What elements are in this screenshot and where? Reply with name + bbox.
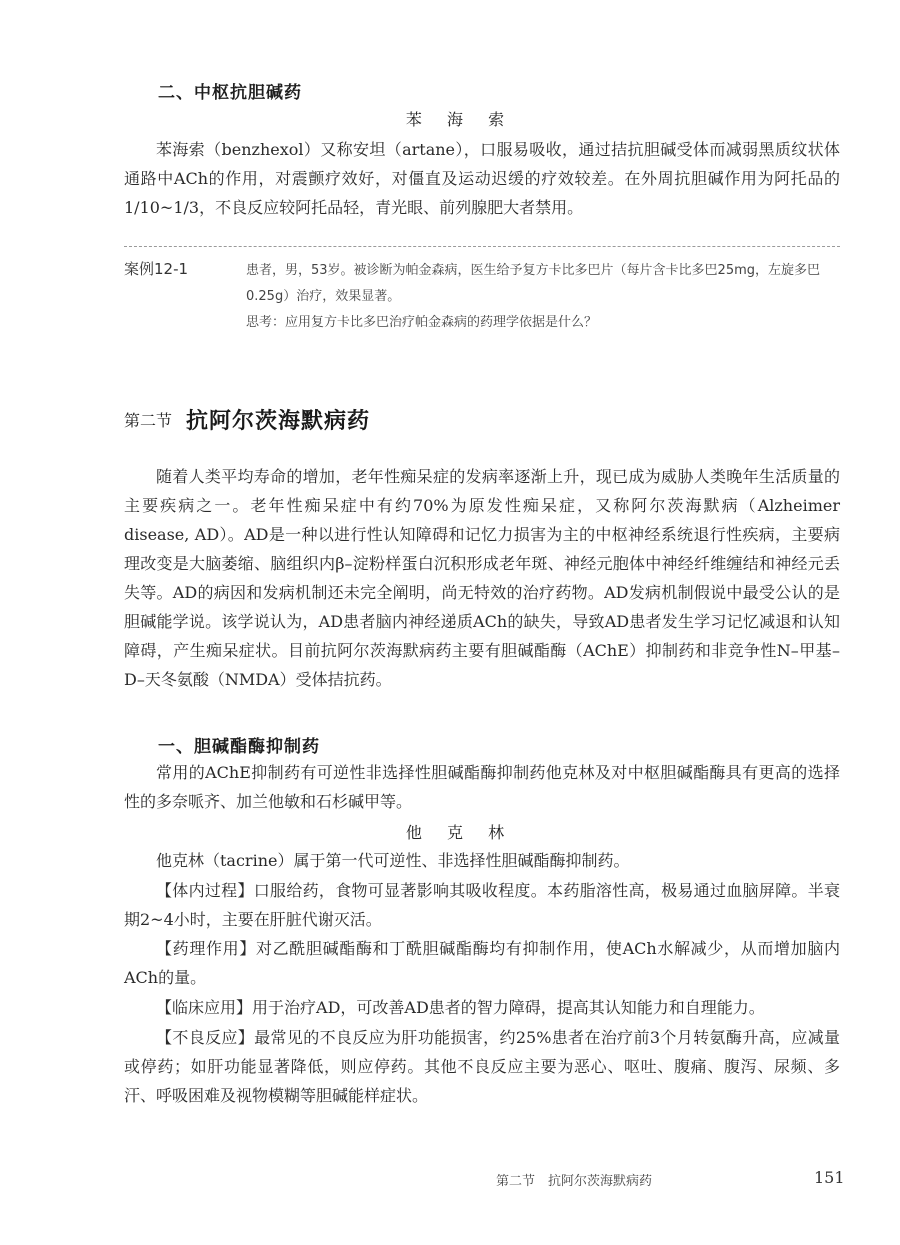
drug-title-tacrine: 他 克 林	[405, 823, 515, 842]
section-heading-central-anticholinergics: 二、中枢抗胆碱药	[158, 83, 302, 103]
page-number: 151	[814, 1168, 845, 1187]
case-text: 患者，男，53岁。被诊断为帕金森病，医生给予复方卡比多巴片（每片含卡比多巴25mg，左旋多巴0.25g）治疗，效果显著。	[246, 263, 821, 304]
pharmacokinetics-text: 口服给药，食物可显著影响其吸收程度。本药脂溶性高，极易通过血脑屏障。半衰期2~4小时，主要在肝脏代谢灭活。	[124, 881, 840, 929]
tacrine-pharmacology	[124, 934, 840, 992]
case-divider	[124, 246, 840, 247]
chapter-title: 抗阿尔茨海默病药	[186, 408, 371, 434]
drug-title-benzhexol: 苯 海 索	[405, 110, 515, 129]
tacrine-intro: 他克林（tacrine）属于第一代可逆性、非选择性胆碱酯酶抑制药。	[156, 851, 630, 870]
case-question: 思考：应用复方卡比多巴治疗帕金森病的药理学依据是什么？	[246, 315, 598, 330]
pharmacology-label: 【药理作用】	[156, 939, 256, 958]
case-label: 案例12-1	[124, 260, 189, 278]
subsection-heading-ache-inhibitors: 一、胆碱酯酶抑制药	[158, 737, 320, 757]
pharmacology-text: 对乙酰胆碱酯酶和丁酰胆碱酯酶均有抑制作用，使ACh水解减少，从而增加脑内ACh的量。	[124, 939, 840, 987]
tacrine-adverse-reactions	[124, 1023, 840, 1110]
intro-paragraph: 随着人类平均寿命的增加，老年性痴呆症的发病率逐渐上升，现已成为威胁人类晚年生活质量的主要疾病之一。老年性痴呆症中有约70%为原发性痴呆症，又称阿尔茨海默病（Alzheimer disease, AD）。AD是一种以进行性认知障碍和记忆力损害为主的中枢神经系统退行性疾病，主要病理改变是大脑萎缩、脑组织内β–淀粉样蛋白沉积形成老年斑、神经元胞体中神经纤维缠结和神经元丢失等。AD的病因和发病机制还未完全阐明，尚无特效的治疗药物。AD发病机制假说中最受公认的是胆碱能学说。该学说认为，AD患者脑内神经递质ACh的缺失，导致AD患者发生学习记忆减退和认知障碍，产生痴呆症状。目前抗阿尔茨海默病药主要有胆碱酯酶（AChE）抑制药和非竞争性N–甲基–D–天冬氨酸（NMDA）受体拮抗药。	[124, 467, 840, 689]
tacrine-clinical-use	[124, 993, 840, 1022]
clinical-use-label: 【临床应用】	[156, 998, 253, 1017]
tacrine-pharmacokinetics	[124, 876, 840, 934]
chapter-section-number: 第二节	[124, 411, 173, 430]
clinical-use-text: 用于治疗AD，可改善AD患者的智力障碍，提高其认知能力和自理能力。	[252, 998, 765, 1017]
adverse-reactions-text: 最常见的不良反应为肝功能损害，约25%患者在治疗前3个月转氨酶升高，应减量或停药；如肝功能显著降低，则应停药。其他不良反应主要为恶心、呕吐、腹痛、腹泻、尿频、多汗、呼吸困难及视物模糊等胆碱能样症状。	[124, 1028, 840, 1105]
adverse-reactions-label: 【不良反应】	[156, 1028, 255, 1047]
chapter-heading	[124, 404, 370, 435]
pharmacokinetics-label: 【体内过程】	[156, 881, 254, 900]
ache-inhibitors-paragraph: 常用的AChE抑制药有可逆性非选择性胆碱酯酶抑制药他克林及对中枢胆碱酯酶具有更高的选择性的多奈哌齐、加兰他敏和石杉碱甲等。	[124, 763, 840, 811]
running-footer-title: 第二节 抗阿尔茨海默病药	[496, 1174, 653, 1189]
benzhexol-paragraph: 苯海索（benzhexol）又称安坦（artane），口服易吸收，通过拮抗胆碱受体而减弱黑质纹状体通路中ACh的作用，对震颤疗效好，对僵直及运动迟缓的疗效较差。在外周抗胆碱作用为阿托品的1/10~1/3，不良反应较阿托品轻，青光眼、前列腺肥大者禁用。	[124, 140, 840, 217]
